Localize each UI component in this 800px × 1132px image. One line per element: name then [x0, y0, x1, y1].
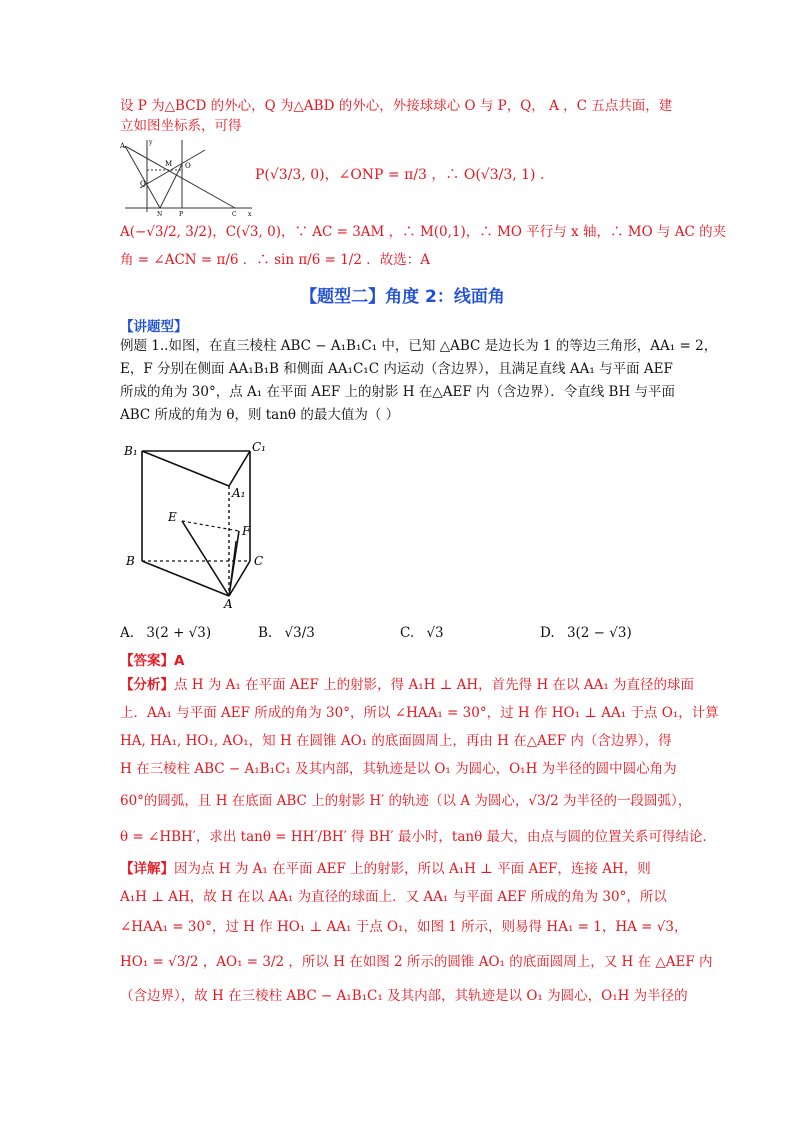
option-c-label: C. [400, 625, 415, 641]
formula-row-2: A(−√3/2, 3/2)，C(√3, 0)，∵ AC = 3AM ，∴ M(0,1)，∴ MO 平行与 x 轴，∴ MO 与 AC 的夹 [120, 224, 727, 240]
analysis-line-6: θ = ∠HBH′，求出 tanθ = HH′/BH′ 得 BH′ 最小时，tanθ 最大，由点与圆的位置关系可得结论． [120, 829, 716, 845]
detail-line-4: HO₁ = √3/2 ，AO₁ = 3/2 ，所以 H 在如图 2 所示的圆锥 AO₁ 的底面圆周上，又 H 在 △AEF 内 [120, 954, 713, 970]
formula-row-1: P(√3/3, 0)，∠ONP = π/3 ，∴ O(√3/3, 1) . [255, 167, 545, 183]
coordinate-figure [120, 136, 260, 218]
detail-tag: 【详解】 [120, 861, 174, 877]
option-b-label: B. [258, 625, 273, 641]
detail-text-1: 因为点 H 为 A₁ 在平面 AEF 上的射影，所以 A₁H ⊥ 平面 AEF，连接 AH，则 [174, 861, 651, 877]
option-b-text: √3/3 [284, 625, 315, 641]
label-a: A [224, 597, 233, 611]
detail-line-3: ∠HAA₁ = 30°，过 H 作 HO₁ ⊥ AA₁ 于点 O₁，如图 1 所示，则易得 HA₁ = 1，HA = √3， [120, 919, 688, 935]
option-c[interactable] [400, 625, 444, 641]
prev-solution-line-2: 立如图坐标系，可得 [120, 118, 242, 134]
analysis-line-1 [120, 671, 695, 699]
option-c-text: √3 [426, 625, 444, 641]
fig-label-o: O [185, 162, 191, 170]
analysis-line-3: HA, HA₁, HO₁, AO₁，知 H 在圆锥 AO₁ 的底面圆周上，再由 H 在△AEF 内（含边界），得 [120, 733, 672, 749]
fig-label-p: P [179, 211, 184, 218]
option-a-text: 3(2 + √3) [146, 625, 212, 641]
formula-row-3: 角 = ∠ACN = π/6 ．∴ sin π/6 = 1/2 ．故选：A [120, 252, 430, 268]
detail-line-5: （含边界），故 H 在三棱柱 ABC − A₁B₁C₁ 及其内部，其轨迹是以 O₁ 为圆心，O₁H 为半径的 [120, 988, 688, 1004]
option-d[interactable] [540, 625, 632, 641]
fig-label-x: x [248, 211, 252, 218]
option-d-text: 3(2 − √3) [566, 625, 632, 641]
label-c1: C₁ [252, 440, 266, 454]
analysis-tag: 【分析】 [120, 677, 174, 693]
prev-solution-line-1: 设 P 为△BCD 的外心，Q 为△ABD 的外心，外接球球心 O 与 P，Q， A ，C 五点共面，建 [120, 98, 673, 114]
options-row [120, 617, 685, 651]
analysis-line-5: 60°的圆弧，且 H 在底面 ABC 上的射影 H′ 的轨迹（以 A 为圆心，√3/2 为半径的一段圆弧）， [120, 793, 692, 809]
detail-line-1 [120, 855, 685, 883]
analysis-line-2: 上．AA₁ 与平面 AEF 所成的角为 30°，所以 ∠HAA₁ = 30°，过 H 作 HO₁ ⊥ AA₁ 于点 O₁，计算 [120, 705, 719, 721]
section-title: 【题型二】角度 2：线面角 [300, 287, 505, 307]
problem-line-1: 例题 1..如图，在直三棱柱 ABC − A₁B₁C₁ 中，已知 △ABC 是边长为 1 的等边三角形，AA₁ = 2， [120, 338, 718, 354]
problem-line-4: ABC 所成的角为 θ，则 tanθ 的最大值为（ ） [120, 407, 400, 423]
option-b[interactable] [258, 625, 315, 641]
prism-figure-wrap [120, 441, 685, 609]
option-a[interactable] [120, 625, 211, 641]
problem-line-3: 所成的角为 30°，点 A₁ 在平面 AEF 上的射影 H 在△AEF 内（含边界）．令直线 BH 与平面 [120, 384, 676, 400]
fig-label-n: N [157, 211, 163, 218]
fig-label-q: Q [140, 180, 146, 188]
lecture-tag: 【讲题型】 [120, 319, 188, 335]
prev-figure-row [120, 136, 685, 218]
fig-label-a: A [120, 142, 126, 150]
label-a1: A₁ [232, 486, 246, 500]
answer-tag: 【答案】A [120, 653, 185, 669]
document-page [120, 96, 727, 1011]
problem-line-2: E，F 分别在侧面 AA₁B₁B 和侧面 AA₁C₁C 内运动（含边界），且满足直线 AA₁ 与平面 AEF [120, 361, 673, 377]
label-b1: B₁ [124, 444, 138, 458]
label-c: C [254, 554, 264, 568]
fig-label-m: M [165, 160, 173, 168]
detail-line-2: A₁H ⊥ AH，故 H 在以 AA₁ 为直径的球面上．又 AA₁ 与平面 AEF 所成的角为 30°，所以 [120, 889, 667, 905]
prism-figure [124, 441, 284, 609]
option-d-label: D. [540, 625, 555, 641]
label-b: B [126, 554, 135, 568]
label-f: F [242, 524, 251, 538]
label-e: E [168, 510, 177, 524]
analysis-text-1: 点 H 为 A₁ 在平面 AEF 上的射影，得 A₁H ⊥ AH，首先得 H 在以 AA₁ 为直径的球面 [174, 677, 695, 693]
analysis-line-4: H 在三棱柱 ABC − A₁B₁C₁ 及其内部，其轨迹是以 O₁ 为圆心，O₁H 为半径的圆中圆心角为 [120, 761, 677, 777]
option-a-label: A. [120, 625, 135, 641]
fig-label-y: y [149, 139, 153, 146]
fig-label-c: C [232, 211, 237, 218]
